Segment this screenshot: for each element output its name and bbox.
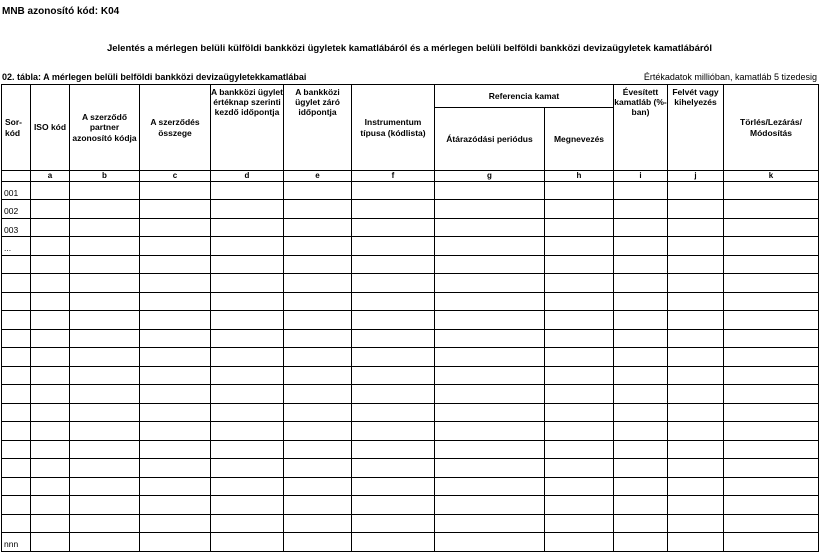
col-header-referencia: Referencia kamat (435, 85, 614, 108)
table-cell[interactable] (545, 496, 614, 515)
table-cell[interactable] (211, 459, 284, 478)
table-cell[interactable] (435, 218, 545, 237)
table-row (2, 496, 819, 515)
table-cell[interactable] (70, 348, 140, 367)
table-cell[interactable] (724, 200, 819, 219)
table-row (2, 292, 819, 311)
table-cell[interactable] (668, 218, 724, 237)
table-cell[interactable] (352, 533, 435, 552)
letter-cell: b (70, 171, 140, 182)
table-cell[interactable] (724, 274, 819, 293)
row-code (2, 292, 31, 311)
table-row (2, 459, 819, 478)
table-cell[interactable] (614, 274, 668, 293)
table-row (2, 366, 819, 385)
table-cell[interactable] (545, 329, 614, 348)
table-cell[interactable] (668, 403, 724, 422)
table-cell[interactable] (435, 366, 545, 385)
table-cell[interactable] (70, 292, 140, 311)
table-cell[interactable] (724, 514, 819, 533)
table-cell[interactable] (140, 311, 211, 330)
col-header-zaro: A bankközi ügylet záró időpontja (284, 85, 352, 171)
table-cell[interactable] (614, 514, 668, 533)
table-cell[interactable] (668, 237, 724, 256)
table-cell[interactable] (140, 403, 211, 422)
table-cell[interactable] (31, 459, 70, 478)
row-code (2, 274, 31, 293)
table-cell[interactable] (284, 385, 352, 404)
letter-cell: f (352, 171, 435, 182)
table-row (2, 274, 819, 293)
table-cell[interactable] (70, 496, 140, 515)
col-header-atarazodasi: Átárazódási periódus (435, 108, 545, 171)
row-code (2, 477, 31, 496)
table-cell[interactable] (352, 348, 435, 367)
table-cell[interactable] (435, 348, 545, 367)
table-cell[interactable] (31, 533, 70, 552)
table-cell[interactable] (435, 385, 545, 404)
table-cell[interactable] (140, 533, 211, 552)
table-cell[interactable] (435, 181, 545, 200)
table-cell[interactable] (614, 385, 668, 404)
table-cell[interactable] (668, 292, 724, 311)
table-cell[interactable] (545, 218, 614, 237)
table-cell[interactable] (284, 311, 352, 330)
table-cell[interactable] (668, 459, 724, 478)
table-cell[interactable] (352, 385, 435, 404)
row-code (2, 255, 31, 274)
table-cell[interactable] (31, 422, 70, 441)
table-cell[interactable] (284, 477, 352, 496)
row-code: nnn (2, 533, 31, 552)
table-cell[interactable] (284, 292, 352, 311)
table-cell[interactable] (211, 255, 284, 274)
table-cell[interactable] (668, 255, 724, 274)
table-cell[interactable] (284, 274, 352, 293)
table-cell[interactable] (614, 366, 668, 385)
table-cell[interactable] (614, 237, 668, 256)
table-cell[interactable] (352, 366, 435, 385)
table-cell[interactable] (724, 292, 819, 311)
letter-cell: j (668, 171, 724, 182)
table-cell[interactable] (284, 329, 352, 348)
table-row (2, 218, 819, 237)
table-cell[interactable] (70, 422, 140, 441)
table-row (2, 533, 819, 552)
table-cell[interactable] (70, 385, 140, 404)
table-cell[interactable] (435, 422, 545, 441)
table-cell[interactable] (352, 292, 435, 311)
table-cell[interactable] (724, 496, 819, 515)
table-cell[interactable] (284, 403, 352, 422)
table-cell[interactable] (70, 237, 140, 256)
table-cell[interactable] (70, 181, 140, 200)
table-cell[interactable] (435, 477, 545, 496)
table-cell[interactable] (352, 200, 435, 219)
table-cell[interactable] (668, 514, 724, 533)
letter-cell: g (435, 171, 545, 182)
report-table (1, 84, 819, 552)
report-title: Jelentés a mérlegen belüli külföldi bankközi ügyletek kamatlábáról és a mérlegen belüli belföldi bankközi devizaügyletek kamatlábáról (106, 43, 713, 54)
table-cell[interactable] (284, 237, 352, 256)
table-cell[interactable] (724, 348, 819, 367)
table-cell[interactable] (70, 533, 140, 552)
table-cell[interactable] (435, 329, 545, 348)
table-cell[interactable] (140, 477, 211, 496)
table-cell[interactable] (614, 311, 668, 330)
table-cell[interactable] (724, 218, 819, 237)
table-cell[interactable] (352, 237, 435, 256)
table-cell[interactable] (435, 292, 545, 311)
table-row (2, 311, 819, 330)
table-cell[interactable] (31, 311, 70, 330)
table-cell[interactable] (31, 514, 70, 533)
table-cell[interactable] (31, 477, 70, 496)
row-code: 002 (2, 200, 31, 219)
table-cell[interactable] (140, 237, 211, 256)
table-cell[interactable] (352, 459, 435, 478)
table-cell[interactable] (352, 311, 435, 330)
table-cell[interactable] (70, 366, 140, 385)
table-cell[interactable] (211, 237, 284, 256)
table-row (2, 255, 819, 274)
table-cell[interactable] (352, 514, 435, 533)
table-cell[interactable] (211, 329, 284, 348)
table-cell[interactable] (724, 403, 819, 422)
table-cell[interactable] (435, 200, 545, 219)
row-code (2, 311, 31, 330)
table-cell[interactable] (352, 181, 435, 200)
table-cell[interactable] (70, 218, 140, 237)
table-cell[interactable] (614, 440, 668, 459)
table-cell[interactable] (140, 514, 211, 533)
table-row (2, 477, 819, 496)
table-cell[interactable] (545, 200, 614, 219)
table-cell[interactable] (70, 255, 140, 274)
table-cell[interactable] (352, 440, 435, 459)
table-cell[interactable] (614, 255, 668, 274)
table-cell[interactable] (211, 366, 284, 385)
table-cell[interactable] (614, 329, 668, 348)
table-cell[interactable] (284, 181, 352, 200)
units-note: Értékadatok millióban, kamatláb 5 tizedesig (643, 72, 817, 82)
table-cell[interactable] (211, 477, 284, 496)
table-cell[interactable] (140, 385, 211, 404)
letter-cell: a (31, 171, 70, 182)
table-cell[interactable] (724, 181, 819, 200)
col-header-kezdo: A bankközi ügylet értéknap szerinti kezdő időpontja (211, 85, 284, 171)
table-cell[interactable] (31, 181, 70, 200)
table-cell[interactable] (724, 237, 819, 256)
table-cell[interactable] (668, 385, 724, 404)
table-cell[interactable] (140, 255, 211, 274)
table-cell[interactable] (70, 274, 140, 293)
row-code (2, 385, 31, 404)
table-cell[interactable] (614, 477, 668, 496)
table-cell[interactable] (211, 422, 284, 441)
table-cell[interactable] (211, 348, 284, 367)
table-cell[interactable] (140, 440, 211, 459)
table-cell[interactable] (435, 237, 545, 256)
table-cell[interactable] (614, 200, 668, 219)
table-cell[interactable] (545, 477, 614, 496)
data-rows (2, 181, 819, 551)
table-cell[interactable] (668, 496, 724, 515)
table-row (2, 181, 819, 200)
table-cell[interactable] (211, 292, 284, 311)
letter-cell: i (614, 171, 668, 182)
table-row (2, 422, 819, 441)
col-header-felvet: Felvét vagy kihelyezés (668, 85, 724, 171)
letter-cell: c (140, 171, 211, 182)
table-cell[interactable] (140, 274, 211, 293)
table-cell[interactable] (140, 329, 211, 348)
table-cell[interactable] (724, 477, 819, 496)
table-cell[interactable] (614, 181, 668, 200)
table-cell[interactable] (668, 366, 724, 385)
table-cell[interactable] (31, 385, 70, 404)
table-cell[interactable] (352, 329, 435, 348)
table-cell[interactable] (31, 292, 70, 311)
table-cell[interactable] (352, 274, 435, 293)
table-cell[interactable] (211, 200, 284, 219)
table-cell[interactable] (545, 348, 614, 367)
table-cell[interactable] (724, 422, 819, 441)
table-cell[interactable] (614, 459, 668, 478)
col-header-megnevezes: Megnevezés (545, 108, 614, 171)
table-cell[interactable] (140, 200, 211, 219)
table-cell[interactable] (724, 533, 819, 552)
table-cell[interactable] (545, 514, 614, 533)
col-header-osszeg: A szerződés összege (140, 85, 211, 171)
table-cell[interactable] (435, 403, 545, 422)
table-cell[interactable] (545, 459, 614, 478)
col-header-sorkod: Sor-kód (2, 85, 31, 171)
table-cell[interactable] (545, 274, 614, 293)
table-cell[interactable] (614, 403, 668, 422)
table-cell[interactable] (668, 422, 724, 441)
row-code (2, 514, 31, 533)
table-cell[interactable] (668, 200, 724, 219)
table-cell[interactable] (352, 255, 435, 274)
table-cell[interactable] (31, 218, 70, 237)
table-cell[interactable] (724, 459, 819, 478)
table-cell[interactable] (140, 218, 211, 237)
mnb-code: MNB azonosító kód: K04 (2, 6, 120, 17)
table-row (2, 403, 819, 422)
row-code: ... (2, 237, 31, 256)
table-row (2, 237, 819, 256)
table-cell[interactable] (211, 496, 284, 515)
table-cell[interactable] (435, 255, 545, 274)
table-cell[interactable] (545, 440, 614, 459)
table-cell[interactable] (724, 366, 819, 385)
table-cell[interactable] (668, 329, 724, 348)
table-cell[interactable] (545, 292, 614, 311)
table-cell[interactable] (545, 255, 614, 274)
table-cell[interactable] (284, 366, 352, 385)
table-cell[interactable] (211, 218, 284, 237)
table-cell[interactable] (614, 533, 668, 552)
table-cell[interactable] (545, 403, 614, 422)
table-cell[interactable] (31, 496, 70, 515)
table-cell[interactable] (435, 274, 545, 293)
table-cell[interactable] (70, 311, 140, 330)
table-cell[interactable] (352, 218, 435, 237)
table-cell[interactable] (435, 459, 545, 478)
table-cell[interactable] (31, 348, 70, 367)
table-cell[interactable] (545, 533, 614, 552)
table-cell[interactable] (140, 459, 211, 478)
table-row (2, 329, 819, 348)
row-code (2, 459, 31, 478)
row-code (2, 422, 31, 441)
table-cell[interactable] (352, 496, 435, 515)
col-header-evesitett: Évesített kamatláb (%-ban) (614, 85, 668, 171)
table-cell[interactable] (435, 514, 545, 533)
table-label: 02. tábla: A mérlegen belüli belföldi bankközi devizaügyletekkamatlábai (2, 72, 307, 82)
table-cell[interactable] (284, 218, 352, 237)
table-cell[interactable] (352, 403, 435, 422)
row-code: 003 (2, 218, 31, 237)
table-cell[interactable] (70, 329, 140, 348)
table-cell[interactable] (614, 218, 668, 237)
letter-cell: k (724, 171, 819, 182)
table-cell[interactable] (668, 311, 724, 330)
table-cell[interactable] (211, 274, 284, 293)
table-cell[interactable] (284, 496, 352, 515)
table-cell[interactable] (211, 403, 284, 422)
table-cell[interactable] (668, 348, 724, 367)
row-code (2, 366, 31, 385)
letter-cell: e (284, 171, 352, 182)
table-cell[interactable] (70, 514, 140, 533)
table-cell[interactable] (668, 181, 724, 200)
table-cell[interactable] (352, 477, 435, 496)
table-cell[interactable] (211, 514, 284, 533)
table-cell[interactable] (668, 533, 724, 552)
table-cell[interactable] (545, 366, 614, 385)
table-cell[interactable] (435, 533, 545, 552)
table-cell[interactable] (284, 422, 352, 441)
table-cell[interactable] (140, 181, 211, 200)
table-cell[interactable] (284, 440, 352, 459)
table-cell[interactable] (284, 200, 352, 219)
col-header-iso: ISO kód (31, 85, 70, 171)
table-cell[interactable] (352, 422, 435, 441)
table-cell[interactable] (31, 366, 70, 385)
table-row (2, 385, 819, 404)
table-cell[interactable] (31, 200, 70, 219)
table-cell[interactable] (614, 292, 668, 311)
table-row (2, 514, 819, 533)
table-cell[interactable] (545, 237, 614, 256)
table-cell[interactable] (31, 255, 70, 274)
table-row (2, 440, 819, 459)
table-cell[interactable] (31, 403, 70, 422)
col-header-instrumentum: Instrumentum típusa (kódlista) (352, 85, 435, 171)
table-cell[interactable] (140, 422, 211, 441)
table-cell[interactable] (724, 440, 819, 459)
table-cell[interactable] (211, 533, 284, 552)
table-cell[interactable] (668, 477, 724, 496)
table-cell[interactable] (545, 181, 614, 200)
table-cell[interactable] (284, 348, 352, 367)
table-cell[interactable] (668, 440, 724, 459)
table-cell[interactable] (668, 274, 724, 293)
table-cell[interactable] (284, 459, 352, 478)
table-cell[interactable] (211, 440, 284, 459)
table-cell[interactable] (545, 385, 614, 404)
table-cell[interactable] (545, 311, 614, 330)
table-cell[interactable] (284, 533, 352, 552)
table-cell[interactable] (70, 200, 140, 219)
table-cell[interactable] (724, 385, 819, 404)
table-cell[interactable] (724, 311, 819, 330)
col-header-partner: A szerződő partner azonosító kódja (70, 85, 140, 171)
row-code: 001 (2, 181, 31, 200)
table-cell[interactable] (70, 440, 140, 459)
table-cell[interactable] (614, 348, 668, 367)
col-header-torles: Törlés/Lezárás/ Módosítás (724, 85, 819, 171)
table-row (2, 200, 819, 219)
table-cell[interactable] (31, 329, 70, 348)
table-cell[interactable] (140, 348, 211, 367)
table-cell[interactable] (211, 385, 284, 404)
table-cell[interactable] (435, 440, 545, 459)
table-cell[interactable] (140, 292, 211, 311)
table-cell[interactable] (31, 237, 70, 256)
table-cell[interactable] (211, 181, 284, 200)
row-code (2, 496, 31, 515)
table-cell[interactable] (435, 311, 545, 330)
row-code (2, 348, 31, 367)
row-code (2, 403, 31, 422)
table-cell[interactable] (140, 366, 211, 385)
table-cell[interactable] (70, 459, 140, 478)
row-code (2, 329, 31, 348)
table-cell[interactable] (31, 440, 70, 459)
letter-cell: h (545, 171, 614, 182)
letter-cell-blank (2, 171, 31, 182)
table-cell[interactable] (284, 514, 352, 533)
row-code (2, 440, 31, 459)
table-cell[interactable] (70, 477, 140, 496)
table-cell[interactable] (724, 255, 819, 274)
table-cell[interactable] (31, 274, 70, 293)
table-cell[interactable] (724, 329, 819, 348)
table-cell[interactable] (435, 496, 545, 515)
table-cell[interactable] (70, 403, 140, 422)
letter-cell: d (211, 171, 284, 182)
table-cell[interactable] (284, 255, 352, 274)
table-cell[interactable] (211, 311, 284, 330)
table-cell[interactable] (545, 422, 614, 441)
table-row (2, 348, 819, 367)
table-cell[interactable] (614, 496, 668, 515)
table-cell[interactable] (140, 496, 211, 515)
table-cell[interactable] (614, 422, 668, 441)
